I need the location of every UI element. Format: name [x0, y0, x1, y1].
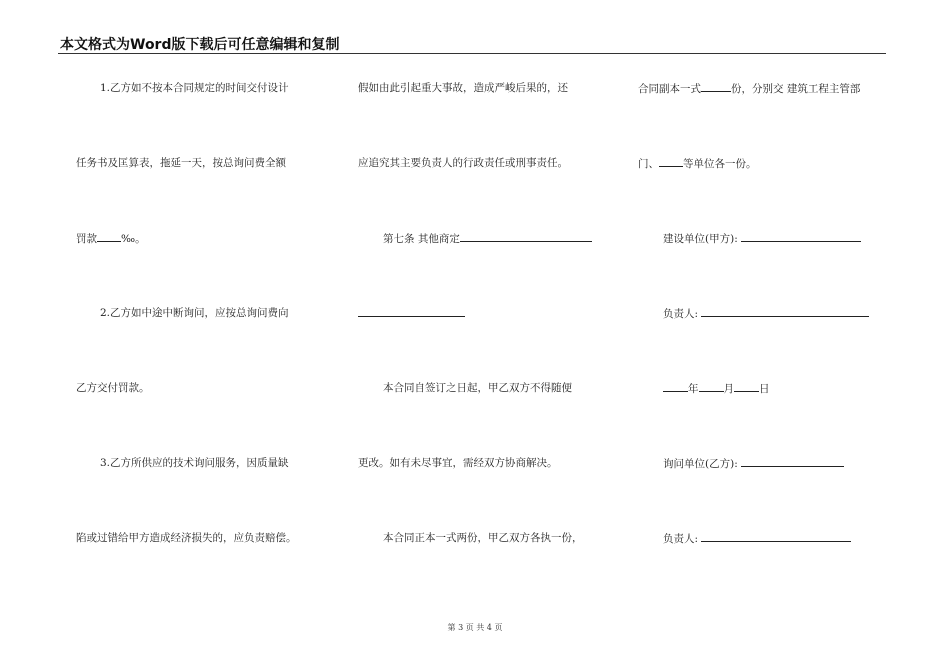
col3-line-4 [663, 305, 869, 321]
col3-line-7 [663, 530, 851, 546]
col2-line-1: 假如由此引起重大事故，造成严峻后果的，还 [358, 82, 568, 94]
col3-line-5 [663, 380, 770, 396]
col3-line-3 [663, 230, 861, 246]
other-terms-blank [460, 230, 592, 242]
col2-line-6: 更改。如有未尽事宜，需经双方协商解决。 [358, 457, 558, 469]
document-header-title: 本文格式为Word版下载后可任意编辑和复制 [60, 37, 340, 53]
col2-line-4 [358, 305, 465, 320]
party-b-representative-blank [701, 530, 851, 542]
year-label: 年 [688, 383, 699, 395]
col2-line-3 [383, 230, 592, 246]
party-a-representative-blank [701, 305, 869, 317]
units-blank [659, 155, 683, 167]
penalty-rate-blank [97, 230, 121, 242]
col3-line-6 [663, 455, 844, 471]
month-blank [699, 380, 724, 392]
col3-line-1 [638, 80, 860, 96]
per-mille-suffix: ‰。 [121, 233, 146, 245]
header-divider [58, 53, 886, 54]
page-number: 第 3 页 共 4 页 [447, 623, 503, 632]
col3-line-2 [638, 155, 757, 171]
col2-line-5: 本合同自签订之日起，甲乙双方不得随便 [383, 382, 572, 394]
col1-line-4: 2.乙方如中途中断询问，应按总询问费向 [100, 307, 289, 319]
party-b-label: 询问单位(乙方): [663, 458, 742, 470]
department-label: 门、 [638, 158, 659, 170]
col1-line-6: 3.乙方所供应的技术询问服务，因质量缺 [100, 457, 289, 469]
col1-line-3 [76, 230, 146, 246]
party-b-representative-label: 负责人: [663, 533, 702, 545]
party-b-blank [741, 455, 844, 467]
col1-line-1: 1.乙方如不按本合同规定的时间交付设计 [100, 82, 289, 94]
party-a-representative-label: 负责人: [663, 308, 702, 320]
year-blank [663, 380, 688, 392]
day-label: 日 [759, 383, 770, 395]
copies-distribution: 份，分别交 建筑工程主管部 [731, 83, 861, 95]
col1-line-5: 乙方交付罚款。 [76, 382, 150, 394]
col1-line-7: 陷或过错给甲方造成经济损失的，应负责赔偿。 [76, 532, 297, 544]
col2-line-2: 应追究其主要负责人的行政责任或刑事责任。 [358, 157, 568, 169]
col2-line-7: 本合同正本一式两份，甲乙双方各执一份， [383, 532, 583, 544]
article-seven-heading: 第七条 其他商定 [383, 233, 460, 245]
col1-line-2: 任务书及匡算表，拖延一天，按总询问费全额 [76, 157, 286, 169]
day-blank [734, 380, 759, 392]
party-a-blank [741, 230, 861, 242]
penalty-label: 罚款 [76, 233, 97, 245]
copies-count-blank [701, 80, 731, 92]
party-a-label: 建设单位(甲方): [663, 233, 742, 245]
month-label: 月 [723, 383, 734, 395]
copies-label: 合同副本一式 [638, 83, 701, 95]
other-terms-blank-continued [358, 305, 465, 317]
units-suffix: 等单位各一份。 [683, 158, 757, 170]
